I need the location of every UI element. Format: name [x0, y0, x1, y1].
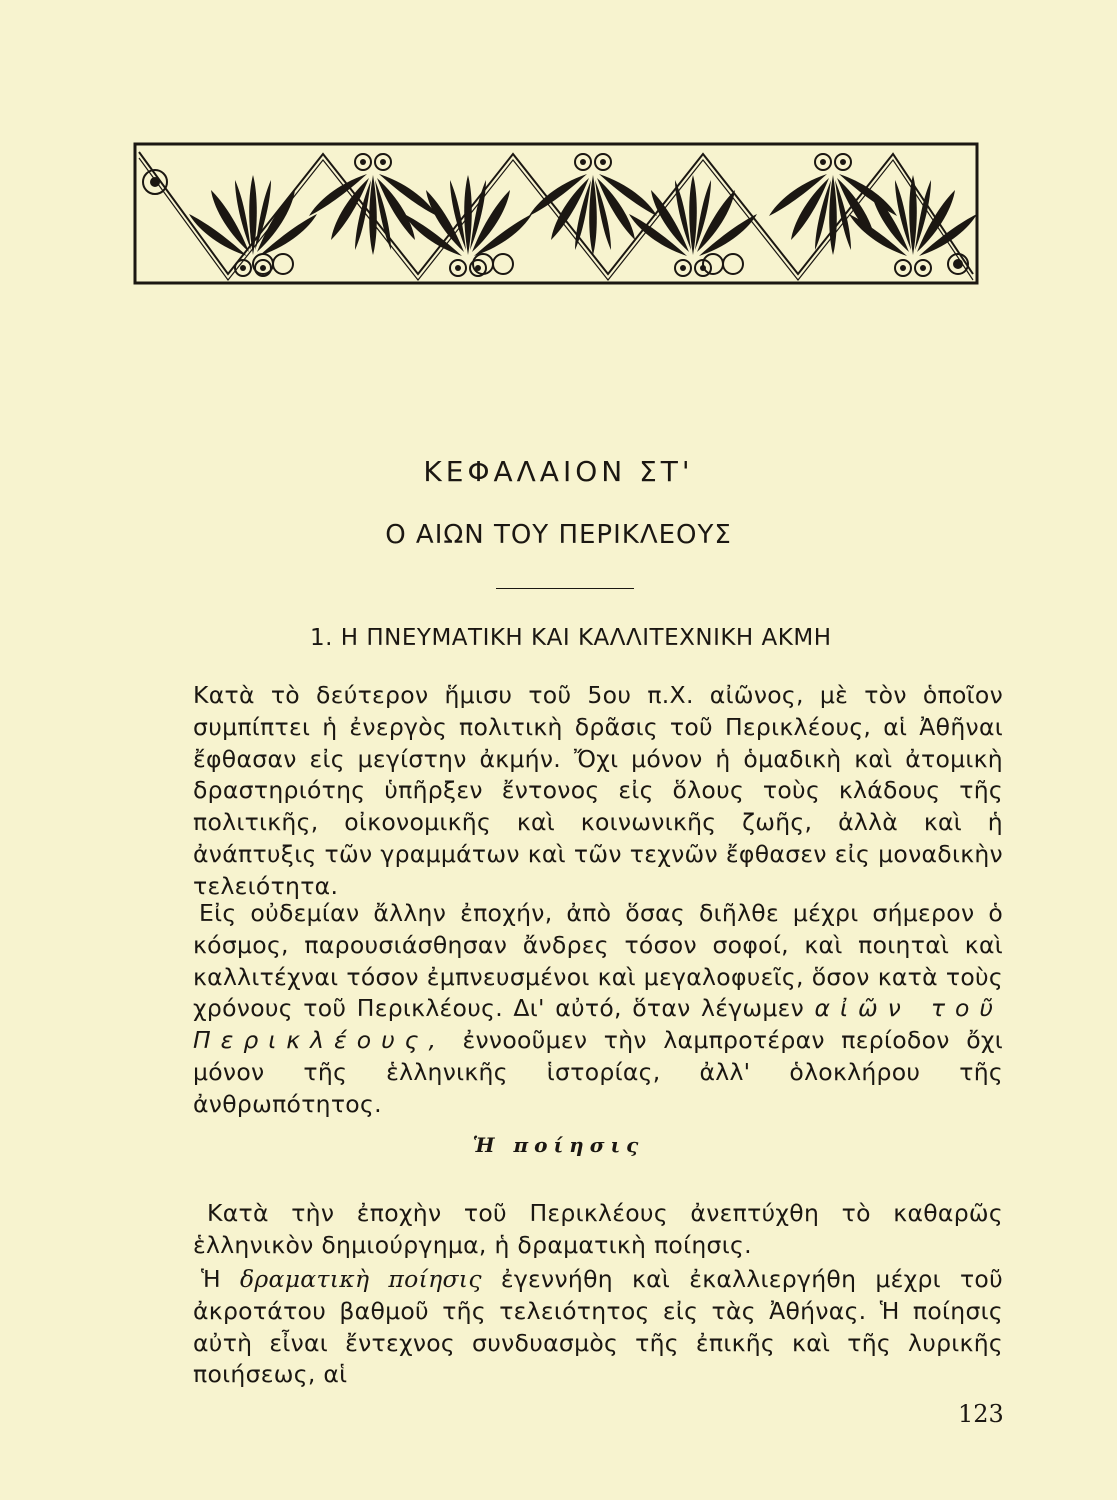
paragraph-3: Κατὰ τὴν ἐποχὴν τοῦ Περικλέους ἀνεπτύχθη τὸ καθαρῶς ἑλληνικὸν δημιούργημα, ἡ δραματικὴ ποίησις. [193, 1199, 1003, 1259]
page-number: 123 [958, 1400, 1004, 1428]
paragraph-4-lead: Ἡ [201, 1265, 221, 1293]
chapter-title: Ο ΑΙΩΝ ΤΟΥ ΠΕΡΙΚΛΕΟΥΣ [385, 520, 732, 550]
chapter-label: ΚΕΦΑΛΑΙΟΝ ΣΤ' [423, 455, 694, 488]
paragraph-4-term: δραματικὴ ποίησις [239, 1265, 482, 1293]
paragraph-2-emphasis: αἰῶν τοῦ Περικλέους, [193, 994, 1004, 1055]
paragraph-1: Κατὰ τὸ δεύτερον ἥμισυ τοῦ 5ου π.Χ. αἰῶνος, μὲ τὸν ὁποῖον συμπίπτει ἡ ἐνεργὸς πολιτικὴ δρᾶσις τοῦ Περικλέους, αἱ Ἀθῆναι ἔφθασαν εἰς μεγίστην ἀκμήν. Ὄχι μόνον ἡ ὁμαδικὴ καὶ ἀτομικὴ δραστηριότης ὑπῆρξεν ἔντονος εἰς ὅλους τοὺς κλάδους τῆς πολιτικῆς, οἰκονομικῆς καὶ κοινωνικῆς ζωῆς, ἀλλὰ καὶ ἡ ἀνάπτυξις τῶν γραμμάτων καὶ τῶν τεχνῶν ἔφθασεν εἰς μοναδικὴν τελειότητα. [193, 681, 1003, 900]
paragraph-2-text-start: Εἰς οὐδεμίαν ἄλλην ἐποχήν, ἀπὸ ὅσας διῆλθε μέχρι σήμερον ὁ κόσμος, παρουσιάσθησαν ἄνδρες τόσον σοφοί, καὶ ποιηταὶ καὶ καλλιτέχναι τόσον ἐμπνευσμένοι καὶ μεγαλοφυεῖς, ὅσον κατὰ τοὺς χρόνους τοῦ Περικλέους. Δι' αὐτό, ὅταν λέγωμεν [193, 899, 1003, 1023]
section-heading: 1. Η ΠΝΕΥΜΑΤΙΚΗ ΚΑΙ ΚΑΛΛΙΤΕΧΝΙΚΗ ΑΚΜΗ [310, 625, 832, 651]
paragraph-4 [193, 1264, 1003, 1391]
subheading-poetry: Ἡ ποίησις [472, 1133, 645, 1157]
paragraph-2-text-end: ἐννοοῦμεν τὴν λαμπροτέραν περίοδον ὄχι μόνον τῆς ἑλληνικῆς ἱστορίας, ἀλλ' ὁλοκλήρου τῆς ἀνθρωπότητος. [193, 1026, 1003, 1118]
paragraph-2 [193, 898, 1003, 1121]
ornamental-frieze [133, 142, 979, 285]
title-divider [496, 588, 634, 589]
paragraph-4-rest: ἐγεννήθη καὶ ἐκαλλιεργήθη μέχρι τοῦ ἀκροτάτου βαθμοῦ τῆς τελειότητος εἰς τὰς Ἀθήνας. Ἡ ποίησις αὐτὴ εἶναι ἔντεχνος συνδυασμὸς τῆς ἐπικῆς καὶ τῆς λυρικῆς ποιήσεως, αἱ [193, 1265, 1003, 1389]
